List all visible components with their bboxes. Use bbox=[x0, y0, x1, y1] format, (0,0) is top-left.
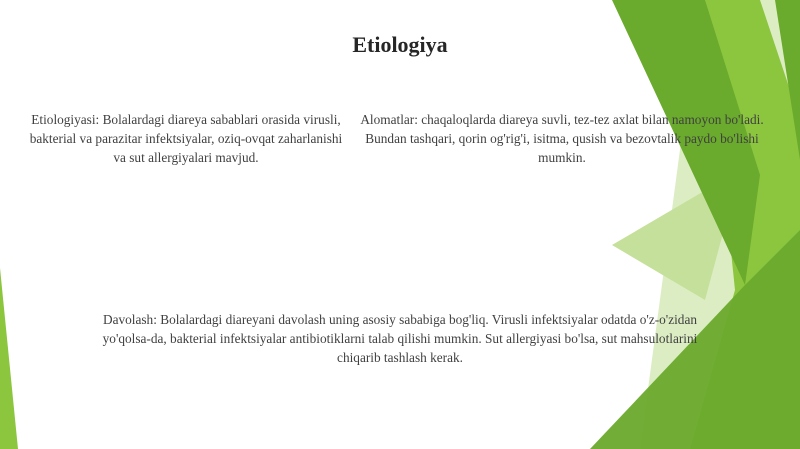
treatment-paragraph: Davolash: Bolalardagi diareyani davolash uning asosiy sababiga bog'liq. Virusli infektsiyalar odatda o'z-o'zidan yo'qolsa-da, bakterial infektsiyalar antibiotiklarni talab qilishi mumkin. Sut allergiyasi bo'lsa, sut mahsulotlarini chiqarib tashlash kerak. bbox=[102, 312, 698, 365]
symptoms-paragraph: Alomatlar: chaqaloqlarda diareya suvli, tez-tez axlat bilan namoyon bo'ladi. Bundan tashqari, qorin og'rig'i, isitma, qusish va bezovtalik paydo bo'lishi mumkin. bbox=[360, 112, 764, 165]
left-accent-shape bbox=[0, 268, 18, 449]
slide-title: Etiologiya bbox=[352, 32, 448, 57]
etiology-paragraph: Etiologiyasi: Bolalardagi diareya sabablari orasida virusli, bakterial va parazitar infektsiyalar, oziq-ovqat zaharlanishi va sut allergiyalari mavjud. bbox=[29, 112, 343, 165]
